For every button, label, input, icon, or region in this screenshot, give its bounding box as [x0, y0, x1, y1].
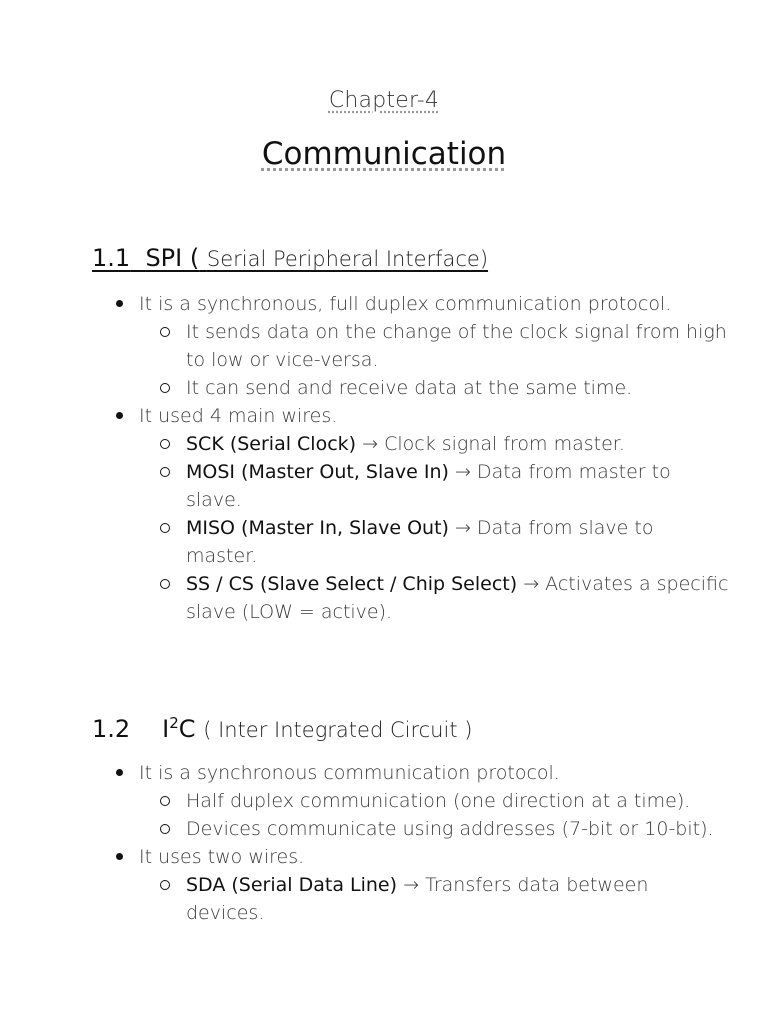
sub-list-item: It sends data on the change of the clock signal from high	[186, 321, 727, 343]
wire-description: → Data from slave to	[448, 517, 654, 539]
chapter-label: Chapter-4	[328, 88, 440, 113]
section-number: 1.1	[92, 244, 131, 272]
sub-list-item-continued: to low or vice-versa.	[186, 349, 379, 371]
section-abbr: $I^2C$	[162, 714, 196, 743]
wire-name: MOSI (Master Out, Slave In)	[186, 461, 449, 483]
bullet-icon	[116, 853, 123, 860]
wire-name: SS / CS (Slave Select / Chip Select)	[186, 573, 518, 595]
sub-list-item	[186, 871, 648, 899]
list-item: It used 4 main wires.	[139, 405, 338, 427]
wire-description: → Transfers data between	[397, 874, 649, 896]
sub-list-item: It can send and receive data at the same time.	[186, 377, 633, 399]
circle-bullet-icon	[160, 579, 170, 589]
wire-name: MISO (Master In, Slave Out)	[186, 517, 449, 539]
sub-list-item-continued: master.	[186, 545, 258, 567]
bullet-icon	[116, 300, 123, 307]
wire-description: → Activates a specific	[517, 573, 729, 595]
list-item: It is a synchronous, full duplex communication protocol.	[139, 293, 672, 315]
list-item: It is a synchronous communication protocol.	[139, 762, 560, 784]
sub-list-item-continued: slave (LOW = active).	[186, 601, 393, 623]
sub-list-item-continued: slave.	[186, 489, 242, 511]
circle-bullet-icon	[160, 383, 170, 393]
sub-list-item: Half duplex communication (one direction at a time).	[186, 790, 691, 812]
section-fullname: ( Inter Integrated Circuit )	[203, 718, 473, 742]
circle-bullet-icon	[160, 824, 170, 834]
circle-bullet-icon	[160, 467, 170, 477]
circle-bullet-icon	[160, 880, 170, 890]
wire-name: SDA (Serial Data Line)	[186, 874, 398, 896]
sub-list-item: Devices communicate using addresses (7-bit or 10-bit).	[186, 818, 714, 840]
wire-name: SCK (Serial Clock)	[186, 433, 357, 455]
section-abbr: SPI (	[145, 244, 200, 272]
section-heading-spi	[92, 244, 488, 272]
circle-bullet-icon	[160, 327, 170, 337]
page-title: Communication	[261, 136, 507, 172]
sub-list-item	[186, 570, 728, 598]
wire-description: → Data from master to	[448, 461, 671, 483]
sub-list-item-continued: devices.	[186, 902, 265, 924]
bullet-icon	[116, 769, 123, 776]
circle-bullet-icon	[160, 523, 170, 533]
section-fullname: Serial Peripheral Interface)	[206, 247, 489, 271]
wire-description: → Clock signal from master.	[356, 433, 625, 455]
circle-bullet-icon	[160, 796, 170, 806]
section-heading-i2c	[92, 714, 472, 743]
section-number: 1.2	[92, 715, 131, 743]
sub-list-item	[186, 430, 625, 458]
circle-bullet-icon	[160, 439, 170, 449]
bullet-icon	[116, 412, 123, 419]
sub-list-item	[186, 514, 653, 542]
list-item: It uses two wires.	[139, 846, 305, 868]
sub-list-item	[186, 458, 671, 486]
